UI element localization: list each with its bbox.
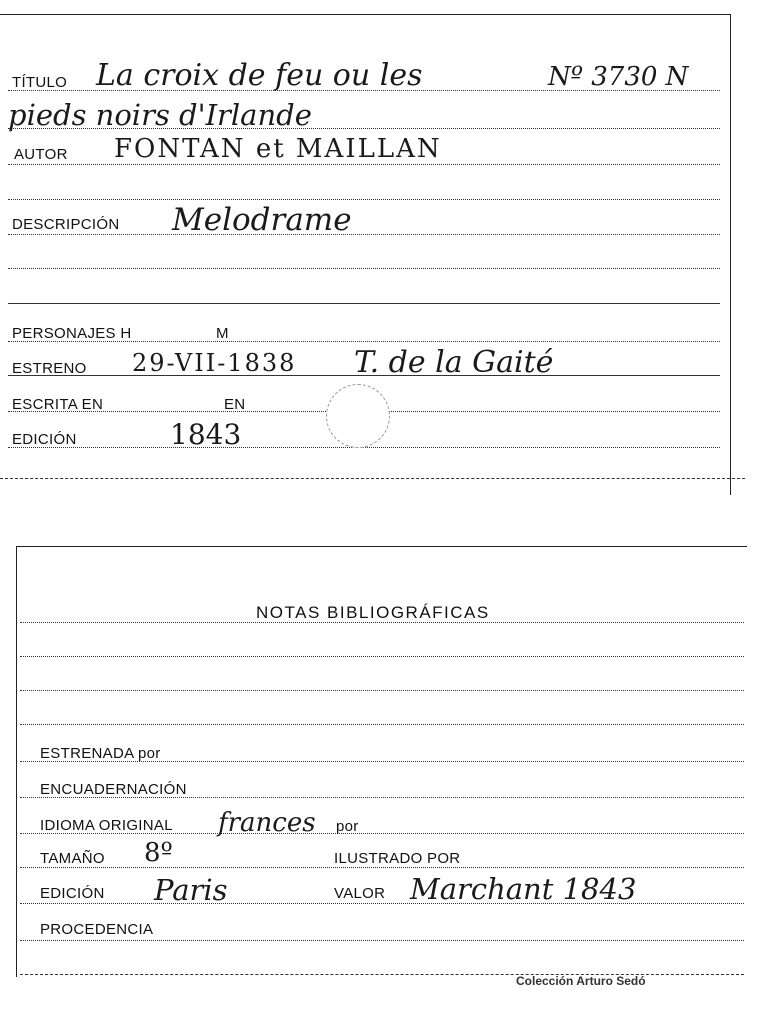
- collection-credit: Colección Arturo Sedó: [516, 974, 646, 988]
- titulo-label: TÍTULO: [12, 74, 68, 91]
- autor-value: FONTAN et MAILLAN: [114, 134, 442, 164]
- edicion-back-label: EDICIÓN: [40, 885, 105, 902]
- escrita-label: ESCRITA EN: [12, 396, 104, 413]
- tamano-label: TAMAÑO: [40, 850, 105, 867]
- estreno-label: ESTRENO: [12, 360, 87, 377]
- rule-blank-3: [8, 303, 720, 304]
- rule-tamano: [20, 867, 744, 868]
- edicion-back-value: Paris: [154, 873, 228, 907]
- titulo-value-line1: La croix de feu ou les: [96, 58, 423, 93]
- idioma-por-label: por: [336, 818, 359, 835]
- estreno-date: 29-VII-1838: [132, 349, 297, 377]
- rule-notas-4: [20, 724, 744, 725]
- notas-heading: NOTAS BIBLIOGRÁFICAS: [256, 603, 490, 622]
- escrita-en-label: EN: [224, 396, 246, 413]
- descripcion-value: Melodrame: [172, 202, 352, 238]
- procedencia-label: PROCEDENCIA: [40, 921, 154, 938]
- rule-autor: [8, 164, 720, 165]
- rule-procedencia: [20, 940, 744, 941]
- catalog-number: Nº 3730 N: [548, 62, 689, 92]
- tamano-value: 8º: [144, 838, 173, 868]
- encuadernacion-label: ENCUADERNACIÓN: [40, 781, 187, 798]
- estrenada-label: ESTRENADA por: [40, 745, 161, 762]
- autor-label: AUTOR: [14, 146, 68, 163]
- rule-notas: [20, 622, 744, 623]
- personajes-label: PERSONAJES H: [12, 325, 132, 342]
- ilustrado-label: ILUSTRADO POR: [334, 850, 461, 867]
- descripcion-label: DESCRIPCIÓN: [12, 216, 120, 233]
- edicion-value: 1843: [170, 418, 242, 451]
- titulo-value-line2: pieds noirs d'Irlande: [8, 98, 312, 132]
- rule-bottom-front: [0, 478, 745, 479]
- rule-blank-2: [8, 268, 720, 269]
- rule-blank-1: [8, 199, 720, 200]
- rule-descripcion: [8, 234, 720, 235]
- valor-value: Marchant 1843: [410, 872, 637, 906]
- valor-label: VALOR: [334, 885, 386, 902]
- edicion-label: EDICIÓN: [12, 431, 77, 448]
- idioma-value: frances: [218, 808, 316, 838]
- estreno-theatre: T. de la Gaité: [354, 345, 554, 380]
- rule-notas-3: [20, 690, 744, 691]
- idioma-label: IDIOMA ORIGINAL: [40, 817, 173, 834]
- rule-notas-2: [20, 656, 744, 657]
- punch-hole: [326, 384, 390, 448]
- personajes-m-label: M: [216, 325, 229, 342]
